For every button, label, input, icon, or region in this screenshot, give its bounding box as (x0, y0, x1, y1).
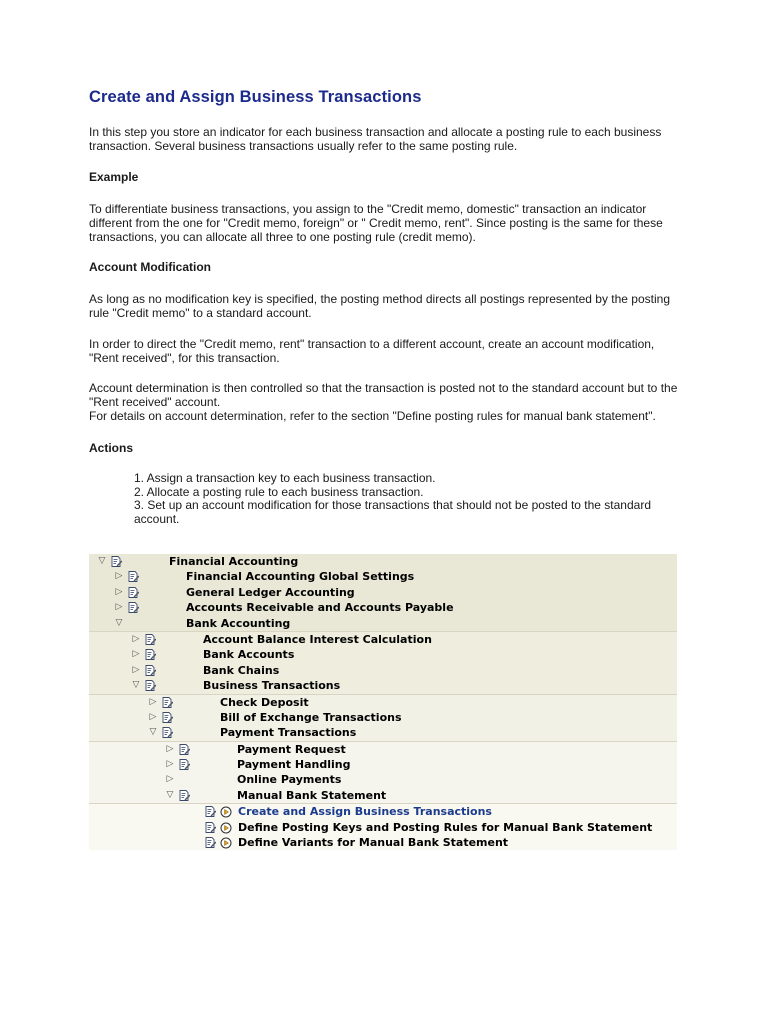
triangle-down-icon[interactable]: ▽ (98, 556, 106, 566)
triangle-right-icon[interactable]: ▷ (149, 711, 157, 722)
tree-node-label[interactable]: Bill of Exchange Transactions (220, 710, 402, 724)
tree-node-label[interactable]: Accounts Receivable and Accounts Payable (186, 601, 454, 615)
document-pencil-icon (162, 727, 173, 738)
tree-node[interactable] (89, 631, 677, 647)
document-pencil-icon (145, 634, 156, 645)
account-determination-details-text: For details on account determination, refer to the section "Define posting rules for manual bank statement". (89, 409, 656, 423)
account-modification-paragraph-3 (89, 381, 681, 423)
tree-node-label[interactable]: Bank Accounts (203, 648, 295, 662)
document-body (89, 88, 681, 526)
tree-node-label[interactable]: Payment Transactions (220, 726, 357, 740)
account-determination-text: Account determination is then controlled so that the transaction is posted not to the standard account but to the "Rent received" account. (89, 381, 678, 409)
document-pencil-icon (179, 744, 190, 755)
tree-node[interactable] (89, 757, 677, 772)
tree-node-label[interactable]: Financial Accounting Global Settings (186, 570, 415, 584)
tree-node[interactable] (89, 710, 677, 725)
example-heading: Example (89, 170, 139, 184)
triangle-down-icon[interactable]: ▽ (166, 789, 174, 800)
tree-node-label[interactable]: Online Payments (237, 773, 342, 787)
document-pencil-icon (128, 587, 139, 598)
tree-node[interactable] (89, 835, 677, 850)
triangle-down-icon[interactable]: ▽ (149, 727, 157, 738)
tree-node[interactable] (89, 803, 677, 819)
document-pencil-icon (128, 571, 139, 582)
document-pencil-icon (162, 712, 173, 723)
tree-node[interactable] (89, 600, 677, 615)
action-item-2: 2. Allocate a posting rule to each business transaction. (134, 484, 424, 499)
document-pencil-icon (205, 806, 216, 817)
action-item-1: 1. Assign a transaction key to each business transaction. (134, 471, 436, 485)
tree-node-label[interactable]: Financial Accounting (169, 555, 299, 568)
document-pencil-icon (179, 790, 190, 801)
tree-node-label[interactable]: Business Transactions (203, 679, 341, 693)
triangle-right-icon[interactable]: ▷ (132, 664, 140, 675)
triangle-right-icon[interactable]: ▷ (166, 759, 174, 770)
tree-node-label[interactable]: Manual Bank Statement (237, 788, 387, 802)
document-pencil-icon (111, 556, 122, 567)
action-item-3: 3. Set up an account modification for those transactions that should not be posted to the standard account. (134, 498, 652, 526)
page-title: Create and Assign Business Transactions (89, 88, 422, 106)
triangle-down-icon[interactable]: ▽ (115, 617, 123, 628)
document-pencil-icon (179, 759, 190, 770)
tree-node[interactable] (89, 569, 677, 584)
triangle-right-icon[interactable]: ▷ (115, 602, 123, 613)
document-pencil-icon (145, 665, 156, 676)
tree-node-label[interactable]: Bank Accounting (186, 616, 291, 630)
account-modification-paragraph-1: As long as no modification key is specified, the posting method directs all postings represented by the posting rule "Credit memo" to a standard account. (89, 292, 670, 320)
tree-node[interactable] (89, 678, 677, 693)
triangle-right-icon[interactable]: ▷ (115, 586, 123, 597)
tree-node[interactable] (89, 741, 677, 757)
tree-node[interactable] (89, 554, 677, 569)
intro-paragraph: In this step you store an indicator for each business transaction and allocate a posting rule to each business transaction. Several business transactions usually refer to the same posting rule. (89, 125, 662, 153)
tree-node[interactable] (89, 647, 677, 662)
execute-clock-icon[interactable] (220, 822, 232, 834)
document-pencil-icon (205, 837, 216, 848)
tree-node[interactable] (89, 663, 677, 678)
tree-node[interactable] (89, 616, 677, 631)
tree-node[interactable] (89, 820, 677, 835)
account-modification-paragraph-2: In order to direct the "Credit memo, rent" transaction to a different account, create an account modification, "Rent received", for this transaction. (89, 337, 655, 365)
tree-node-label[interactable]: Bank Chains (203, 663, 280, 677)
tree-node-label[interactable]: Payment Handling (237, 758, 351, 772)
img-tree (89, 554, 677, 850)
tree-node[interactable] (89, 694, 677, 710)
triangle-right-icon[interactable]: ▷ (166, 774, 174, 785)
tree-node[interactable] (89, 585, 677, 600)
tree-node-label[interactable]: Define Variants for Manual Bank Statement (238, 836, 509, 850)
actions-list (134, 472, 654, 526)
triangle-right-icon[interactable]: ▷ (166, 743, 174, 754)
document-pencil-icon (128, 602, 139, 613)
triangle-right-icon[interactable]: ▷ (132, 649, 140, 660)
document-pencil-icon (145, 680, 156, 691)
account-modification-heading: Account Modification (89, 260, 211, 274)
document-pencil-icon (205, 822, 216, 833)
tree-node-label[interactable]: General Ledger Accounting (186, 585, 355, 599)
triangle-down-icon[interactable]: ▽ (132, 680, 140, 691)
document-pencil-icon (162, 697, 173, 708)
triangle-right-icon[interactable]: ▷ (132, 633, 140, 644)
triangle-right-icon[interactable]: ▷ (115, 571, 123, 582)
tree-node-label[interactable]: Check Deposit (220, 695, 309, 709)
tree-node[interactable] (89, 772, 677, 787)
execute-clock-icon[interactable] (220, 837, 232, 849)
tree-node[interactable] (89, 725, 677, 740)
actions-heading: Actions (89, 441, 134, 455)
tree-node[interactable] (89, 788, 677, 803)
example-paragraph: To differentiate business transactions, you assign to the "Credit memo, domestic" transaction an indicator different from the one for "Credit memo, foreign" or " Credit memo, rent". Since posting is the same for these transactions, you can allocate all three to one posting rule (credit memo). (89, 202, 663, 244)
tree-node-label[interactable]: Payment Request (237, 742, 346, 756)
triangle-right-icon[interactable]: ▷ (149, 696, 157, 707)
document-pencil-icon (145, 649, 156, 660)
tree-node-label[interactable]: Create and Assign Business Transactions (238, 805, 492, 819)
tree-node-label[interactable]: Define Posting Keys and Posting Rules for Manual Bank Statement (238, 820, 653, 834)
execute-clock-icon[interactable] (220, 806, 232, 818)
tree-node-label[interactable]: Account Balance Interest Calculation (203, 632, 432, 646)
